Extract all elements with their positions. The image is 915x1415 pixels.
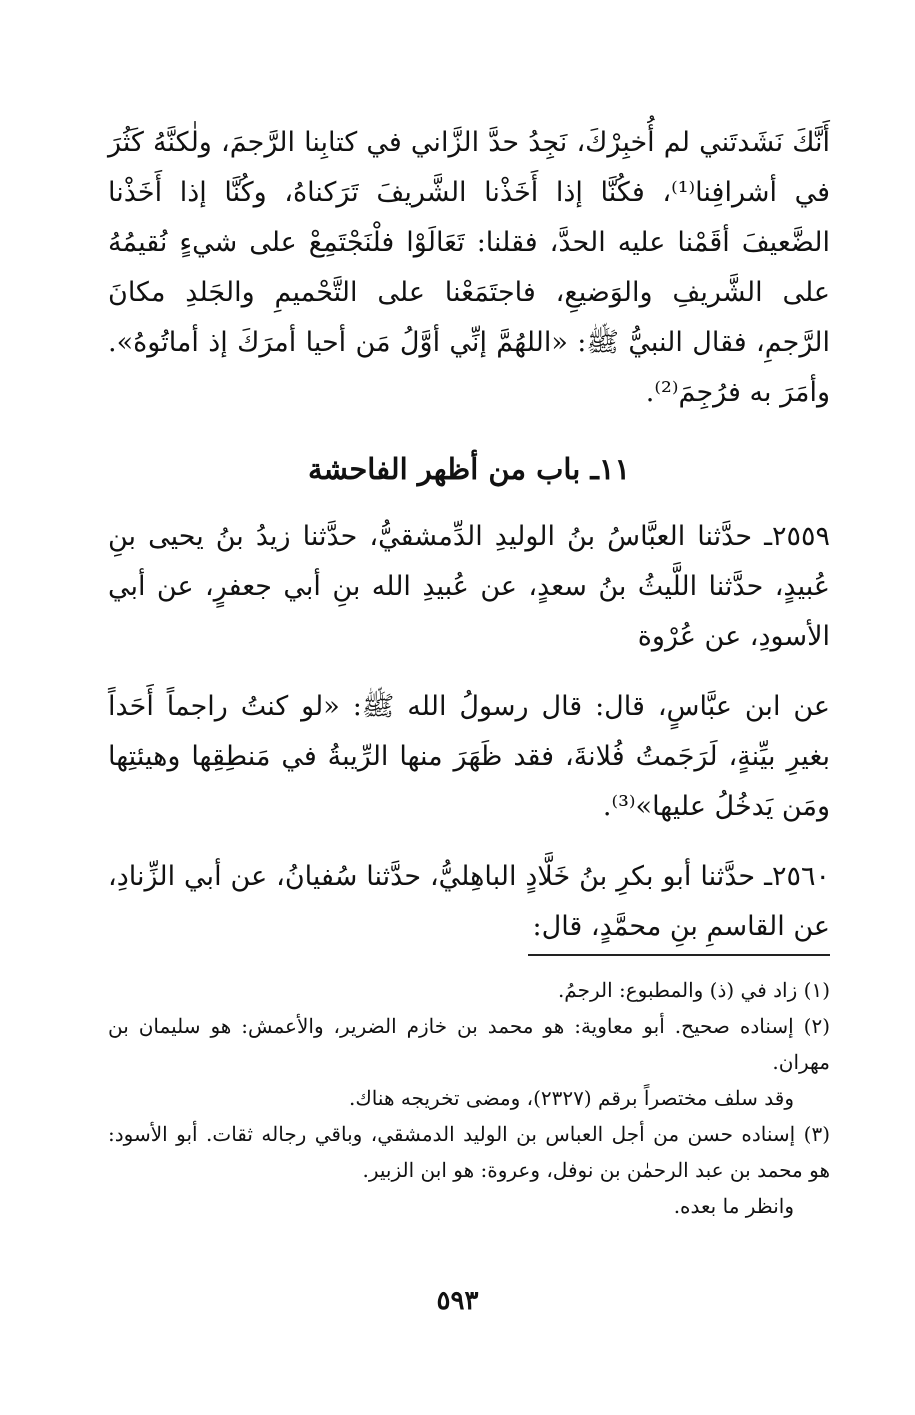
chapter-title: ١١ـ باب من أظهر الفاحشة (307, 452, 631, 486)
footnote-2: (٢) إسناده صحيح. أبو معاوية: هو محمد بن خازم الضرير، والأعمش: هو سليمان بن مهران. (108, 1014, 830, 1074)
footnote-1: (١) زاد في (ذ) والمطبوع: الرجمُ. (557, 978, 830, 1002)
footnote-3: (٣) إسناده حسن من أجل العباس بن الوليد الدمشقي، وباقي رجاله ثقات. أبو الأسود: هو محمد بن عبد الرحمٰن بن نوفل، وعروة: هو ابن الزبير. (108, 1122, 830, 1182)
footnote-2-continuation: وقد سلف مختصراً برقم (٢٣٢٧)، ومضى تخريجه هناك. (348, 1086, 794, 1110)
footnote-3-continuation: وانظر ما بعده. (673, 1194, 794, 1218)
page-number: ٥٩٣ (436, 1286, 479, 1316)
paragraph-hadith-2559-isnad: ٢٥٥٩ـ حدَّثنا العبَّاسُ بنُ الوليدِ الدِّمشقيُّ، حدَّثنا زيدُ بنُ يحيى بنِ عُبيدٍ، حدَّثنا اللَّيثُ بنُ سعدٍ، عن عُبيدِ الله بنِ أبي جعفرٍ، عن أبي الأسودِ، عن عُرْوة (108, 521, 830, 652)
paragraph-hadith-continuation: أَنَّكَ نَشَدتَني لم أُخبِرْكَ، نَجِدُ حدَّ الزَّاني في كتابِنا الرَّجمَ، ولٰكنَّهُ كَثُرَ في أشرافِنا⁽¹⁾، فكُنَّا إذا أَخَذْنا الشَّريفَ تَرَكناهُ، وكُنَّا إذا أَخَذْنا الضَّعيفَ أقَمْنا عليه الحدَّ، فقلنا: تَعَالَوْا فلْنَجْتَمِعْ على شيءٍ نُقيمُهُ على الشَّريفِ والوَضيعِ، فاجتَمَعْنا على التَّحْميمِ والجَلدِ مكانَ الرَّجمِ، فقال النبيُّ ﷺ: «اللهُمَّ إنِّي أوَّلُ مَن أحيا أمرَكَ إذ أماتُوهُ». وأمَرَ به فرُجِمَ⁽²⁾. (108, 127, 830, 408)
paragraph-hadith-2560-isnad: ٢٥٦٠ـ حدَّثنا أبو بكرِ بنُ خَلَّادٍ الباهِليُّ، حدَّثنا سُفيانُ، عن أبي الزِّنادِ، عن القاسمِ بنِ محمَّدٍ، قال: (108, 861, 830, 942)
footnote-divider (528, 954, 830, 956)
footnotes (108, 972, 830, 1224)
main-text (108, 118, 830, 952)
paragraph-hadith-2559-matn: عن ابن عبَّاسٍ، قال: قال رسولُ الله ﷺ: «لو كنتُ راجماً أَحَداً بغيرِ بيِّنةٍ، لَرَجَمتُ فُلانةَ، فقد ظَهَرَ منها الرِّيبةُ في مَنطِقِها وهيئتِها ومَن يَدخُلُ عليها»⁽³⁾. (108, 691, 830, 822)
